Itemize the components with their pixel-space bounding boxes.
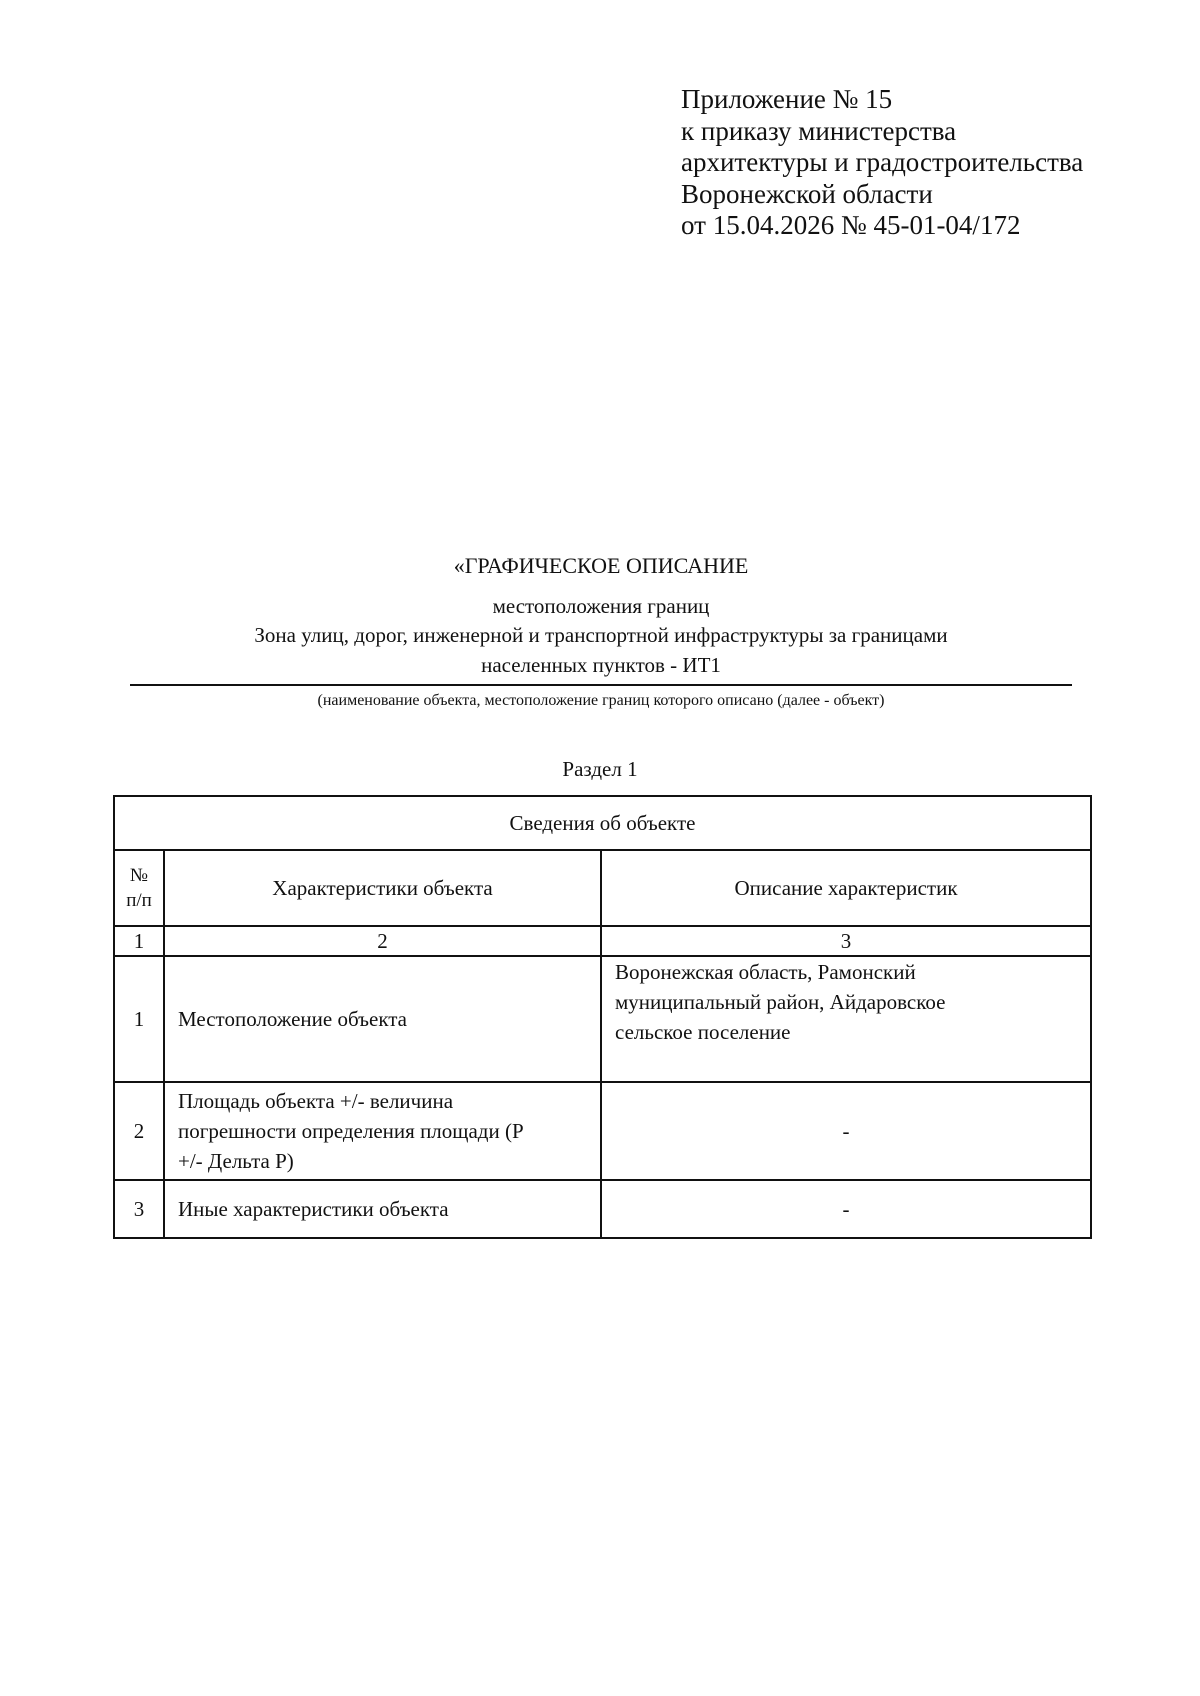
column-index: 1 bbox=[114, 926, 164, 956]
description-line: сельское поселение bbox=[615, 1020, 791, 1044]
row-characteristic: Местоположение объекта bbox=[164, 956, 601, 1082]
appendix-header bbox=[681, 84, 1083, 242]
characteristic-line: Площадь объекта +/- величина bbox=[178, 1089, 454, 1113]
section-label: Раздел 1 bbox=[562, 757, 638, 781]
header-num bbox=[114, 850, 164, 926]
row-characteristic bbox=[164, 1082, 601, 1180]
document-title: «ГРАФИЧЕСКОЕ ОПИСАНИЕ bbox=[453, 553, 749, 578]
appendix-order-ref: к приказу министерства bbox=[681, 115, 957, 146]
header-characteristic: Характеристики объекта bbox=[164, 850, 601, 926]
characteristic-line: +/- Дельта Р) bbox=[178, 1149, 294, 1173]
table-caption-row bbox=[114, 796, 1091, 850]
table-row bbox=[114, 1180, 1091, 1238]
table-row bbox=[114, 956, 1091, 1082]
row-description: - bbox=[601, 1082, 1091, 1180]
description-line: Воронежская область, Рамонский bbox=[615, 960, 916, 984]
column-index: 3 bbox=[601, 926, 1091, 956]
header-num-line: п/п bbox=[126, 890, 152, 911]
description-line: муниципальный район, Айдаровское bbox=[615, 990, 946, 1014]
table-row bbox=[114, 1082, 1091, 1180]
object-info-table bbox=[113, 795, 1092, 1239]
appendix-date-number: от 15.04.2026 № 45-01-04/172 bbox=[681, 210, 1021, 240]
appendix-number: Приложение № 15 bbox=[681, 84, 893, 114]
row-description bbox=[601, 956, 1091, 1082]
characteristic-line: погрешности определения площади (Р bbox=[178, 1119, 524, 1143]
object-name-line: населенных пунктов - ИТ1 bbox=[481, 653, 721, 677]
appendix-region: Воронежской области bbox=[681, 178, 933, 209]
row-characteristic: Иные характеристики объекта bbox=[164, 1180, 601, 1238]
row-number: 3 bbox=[114, 1180, 164, 1238]
row-number: 1 bbox=[114, 956, 164, 1082]
appendix-ministry: архитектуры и градостроительства bbox=[681, 147, 1084, 177]
header-description: Описание характеристик bbox=[601, 850, 1091, 926]
column-index-row bbox=[114, 926, 1091, 956]
row-number: 2 bbox=[114, 1082, 164, 1180]
object-name-caption: (наименование объекта, местоположение границ которого описано (далее - объект) bbox=[317, 692, 885, 709]
column-index: 2 bbox=[164, 926, 601, 956]
object-name-line: Зона улиц, дорог, инженерной и транспортной инфраструктуры за границами bbox=[254, 623, 948, 647]
header-num-line: № bbox=[129, 865, 149, 886]
document-subtitle: местоположения границ bbox=[492, 594, 710, 618]
title-block bbox=[130, 553, 1072, 711]
table-caption: Сведения об объекте bbox=[114, 796, 1091, 850]
row-description: - bbox=[601, 1180, 1091, 1238]
table-header-row bbox=[114, 850, 1091, 926]
object-name bbox=[130, 620, 1072, 686]
